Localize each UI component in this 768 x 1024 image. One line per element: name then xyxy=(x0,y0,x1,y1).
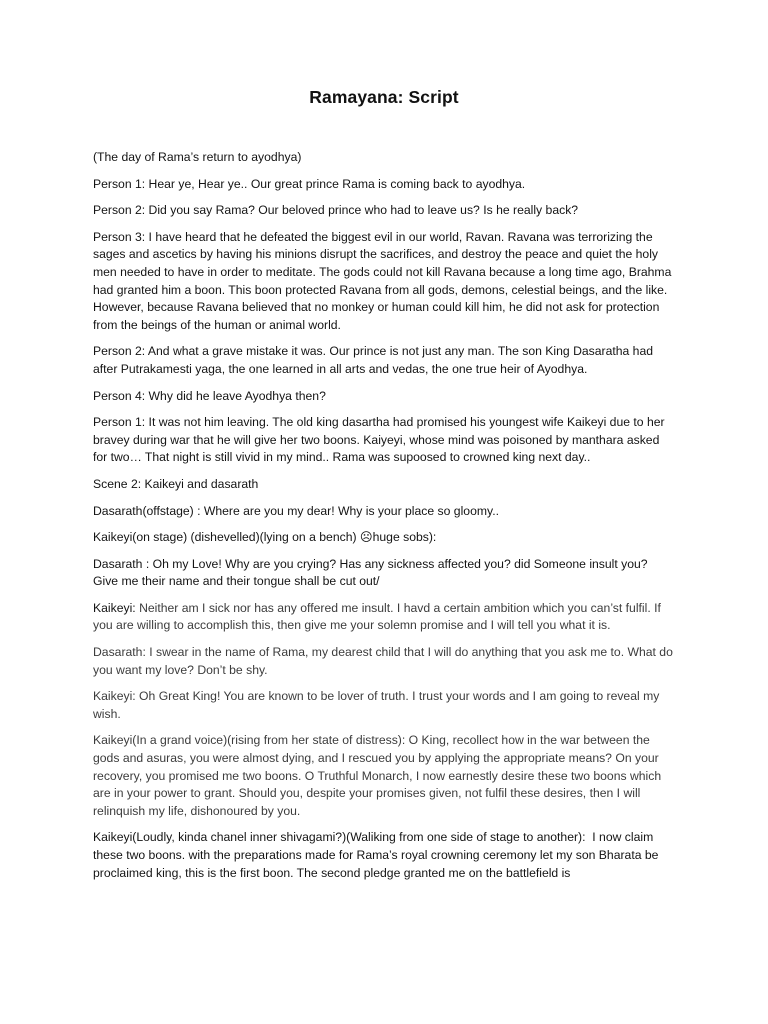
paragraph-text: I now claim these two boons. with the preparations made for Rama’s royal crowning ceremony let my son Bharata be proclaimed king, this is the first boon. The second pledge granted me on the battlefield is xyxy=(93,830,662,880)
paragraph-text: Person 4: Why did he leave Ayodhya then? xyxy=(93,388,326,403)
document-title: Ramayana: Script xyxy=(309,87,459,107)
paragraph-text: Person 1: It was not him leaving. The old king dasartha had promised his youngest wife Kaikeyi due to her bravey during war that he will give her two boons. Kaiyeyi, whose mind was poisoned by manthara asked for two… That night is still vivid in my mind.. Rama was supoosed to crowned king next day.. xyxy=(93,415,665,465)
dialogue-person-2 xyxy=(93,202,676,220)
dialogue-kaikeyi-wish xyxy=(93,688,676,723)
dialogue-person-1-reply xyxy=(93,414,676,467)
paragraph-text: (The day of Rama’s return to ayodhya) xyxy=(93,150,302,164)
paragraph-text: Scene 2: Kaikeyi and dasarath xyxy=(93,476,259,491)
paragraph-text: Kaikeyi: Oh Great King! You are known to be lover of truth. I trust your words and I am going to reveal my wish. xyxy=(93,689,660,721)
dialogue-dasarath-swear xyxy=(93,644,676,679)
dialogue-person-2-reply xyxy=(93,343,676,378)
paragraph-text: Person 2: And what a grave mistake it was. Our prince is not just any man. The son King Dasaratha had after Putrakamesti yaga, the one learned in all arts and vedas, the one true heir of Ayodhya. xyxy=(93,344,654,376)
dialogue-kaikeyi-grand xyxy=(93,732,676,820)
paragraph-text: Kaikeyi(In a grand voice)(rising from her state of distress): O King, recollect how in the war between the gods and asuras, you were almost dying, and I rescued you by applying the appropriate means? On your recovery, you promised me two boons. O Truthful Monarch, I now earnestly desire these two boons which are in your power to grant. Should you, despite your promises given, not fulfil these desires, then I will relinquish my life, dishonoured by you. xyxy=(93,733,662,818)
dialogue-kaikeyi xyxy=(93,600,676,635)
paragraph-text: Dasarath: I swear in the name of Rama, my dearest child that I will do anything that you ask me to. What do you want my love? Don’t be shy. xyxy=(93,645,673,677)
speaker-label: Kaikeyi: xyxy=(93,600,140,615)
dialogue-dasarath-offstage xyxy=(93,503,676,521)
dialogue-person-1 xyxy=(93,176,676,194)
stage-direction-kaikeyi xyxy=(93,529,676,547)
scene-heading xyxy=(93,476,676,494)
paragraph-text: Dasarath : Oh my Love! Why are you crying? Has any sickness affected you? did Someone insult you? Give me their name and their tongue shall be cut out/ xyxy=(93,556,648,589)
dialogue-dasarath xyxy=(93,556,676,591)
stage-direction-opening xyxy=(93,149,676,167)
paragraph-text: Person 2: Did you say Rama? Our beloved prince who had to leave us? Is he really back? xyxy=(93,203,579,218)
paragraph-text: Dasarath(offstage) : Where are you my dear! Why is your place so gloomy.. xyxy=(93,503,499,518)
stage-direction: Kaikeyi(Loudly, kinda chanel inner shivagami?)(Waliking from one side of stage to another): xyxy=(93,830,586,845)
paragraph-text: Person 3: I have heard that he defeated the biggest evil in our world, Ravan. Ravana was terrorizing the sages and ascetics by having his minions disrupt the sacrifices, and destroy the peace and quiet the holy men needed to have in order to meditate. The gods could not kill Ravana because a long time ago, Brahma had granted him a boon. This boon protected Ravana from all gods, demons, celestial beings, and the like. However, because Ravana believed that no monkey or human could kill him, he did not ask for protection from the beings of the human or animal world. xyxy=(93,229,672,332)
dialogue-person-3 xyxy=(93,229,676,335)
dialogue-person-4 xyxy=(93,388,676,406)
paragraph-text: Kaikeyi(on stage) (dishevelled)(lying on a bench) ☹huge sobs): xyxy=(93,530,437,545)
dialogue-kaikeyi-boons xyxy=(93,829,676,882)
paragraph-text: Neither am I sick nor has any offered me insult. I havd a certain ambition which you can’st fulfil. If you are willing to accomplish this, then give me your solemn promise and I will tell you what it is. xyxy=(93,600,661,633)
script-body xyxy=(93,149,676,891)
paragraph-text: Person 1: Hear ye, Hear ye.. Our great prince Rama is coming back to ayodhya. xyxy=(93,176,526,191)
